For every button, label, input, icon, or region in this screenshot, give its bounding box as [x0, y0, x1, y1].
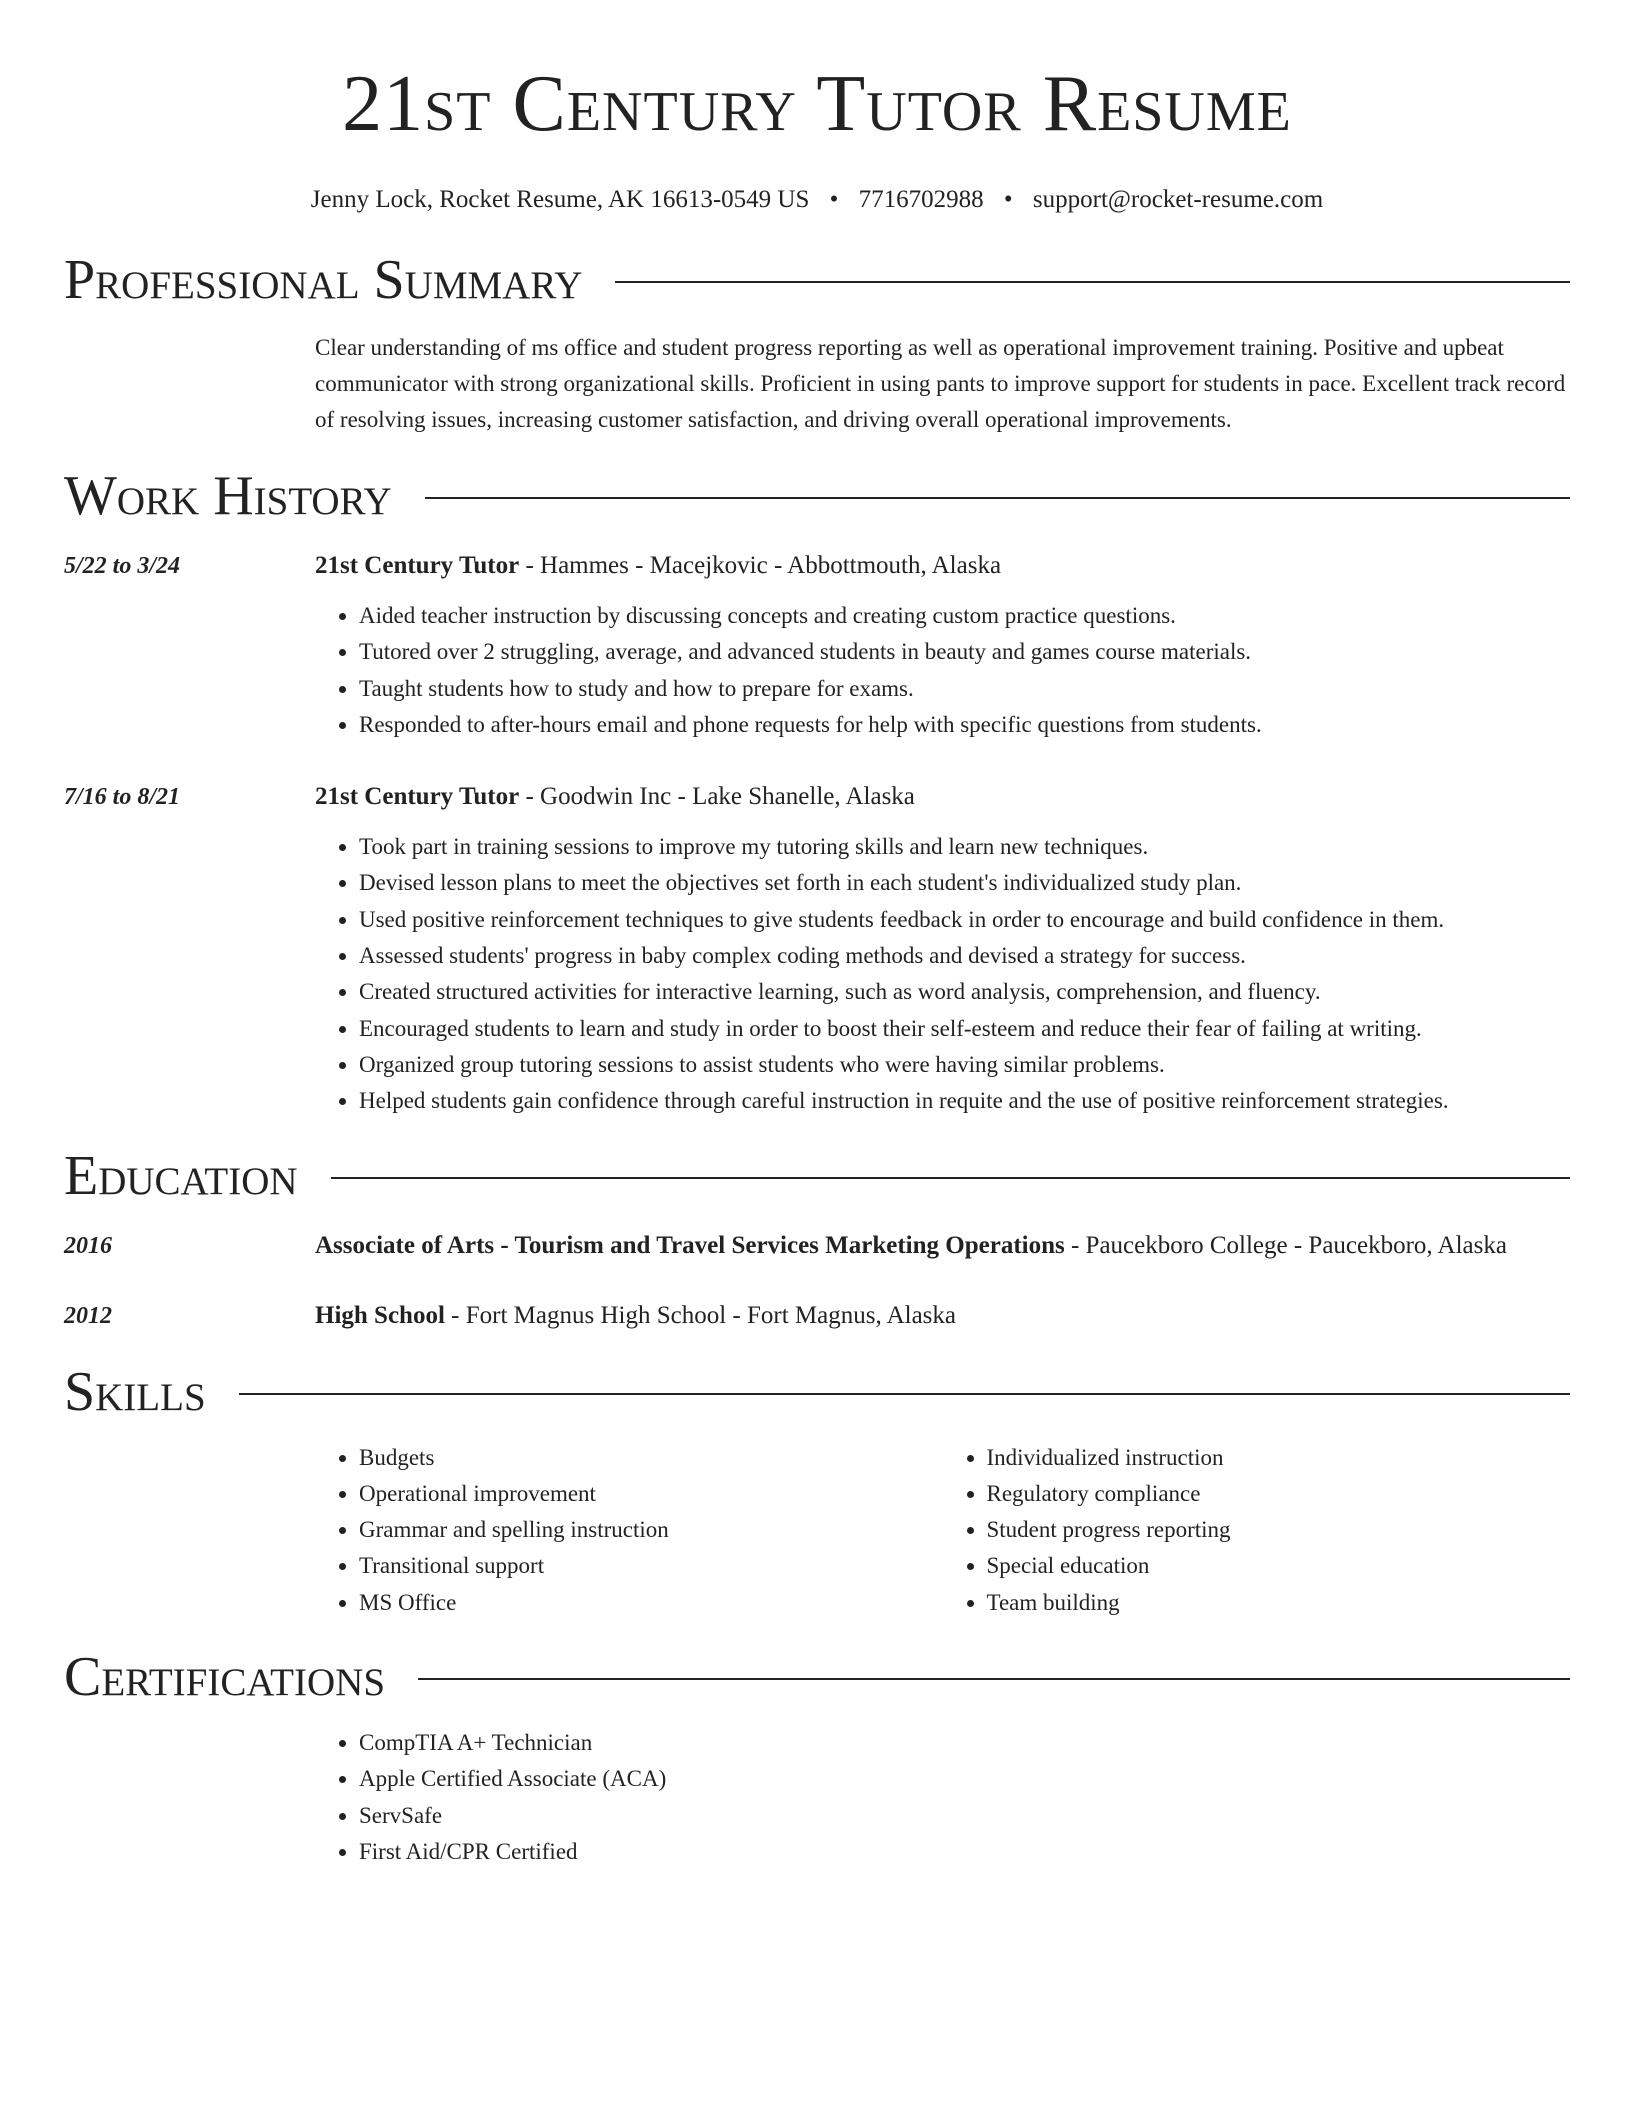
list-item: • Individualized instruction [987, 1440, 1571, 1476]
summary-section-header [64, 250, 1570, 310]
job-bullets [315, 829, 1570, 1119]
list-item: • Assessed students' progress in baby complex coding methods and devised a strategy for success. [359, 938, 1570, 974]
list-item: • Devised lesson plans to meet the objectives set forth in each student's individualized study plan. [359, 865, 1570, 901]
list-item: • Took part in training sessions to improve my tutoring skills and learn new techniques. [359, 829, 1570, 865]
job-details: - Hammes - Macejkovic - Abbottmouth, Alaska [519, 552, 1002, 579]
skills-section-header [64, 1362, 1570, 1422]
job-dates: 5/22 to 3/24 [64, 553, 181, 579]
resume-title: 21st Century Tutor Resume [342, 60, 1292, 148]
education-year: 2012 [64, 1302, 112, 1329]
list-item: • Used positive reinforcement techniques to give students feedback in order to encourage and build confidence in them. [359, 902, 1570, 938]
list-item: • Created structured activities for interactive learning, such as word analysis, comprehension, and fluency. [359, 974, 1570, 1010]
list-item: • Special education [987, 1548, 1571, 1584]
education-degree: High School [315, 1301, 445, 1329]
section-divider [331, 1177, 1570, 1179]
job-dates: 7/16 to 8/21 [64, 784, 181, 811]
contact-address: Jenny Lock, Rocket Resume, AK 16613-0549 US [310, 186, 810, 213]
list-item: • ServSafe [359, 1798, 1570, 1834]
section-divider [239, 1393, 1570, 1395]
list-item: • Aided teacher instruction by discussing concepts and creating custom practice questions. [359, 598, 1570, 634]
section-divider [615, 281, 1570, 283]
list-item: • Operational improvement [359, 1476, 943, 1512]
job-title-line [315, 546, 1570, 586]
certifications-heading: Certifications [64, 1646, 386, 1709]
skills-list-right [943, 1440, 1571, 1621]
list-item: • Organized group tutoring sessions to assist students who were having similar problems. [359, 1047, 1570, 1083]
education-section-header [64, 1146, 1570, 1206]
contact-separator: • [829, 186, 839, 213]
job-entry [64, 546, 1570, 743]
list-item: • Responded to after-hours email and phone requests for help with specific questions from students. [359, 707, 1570, 743]
skills-heading: Skills [64, 1360, 206, 1423]
education-heading: Education [64, 1144, 298, 1207]
education-details: - Fort Magnus High School - Fort Magnus, Alaska [444, 1301, 957, 1329]
job-entry [64, 777, 1570, 1119]
list-item: • Helped students gain confidence through careful instruction in requite and the use of positive reinforcement strategies. [359, 1083, 1570, 1119]
list-item: • Student progress reporting [987, 1512, 1571, 1548]
list-item: • First Aid/CPR Certified [359, 1834, 1570, 1870]
contact-separator: • [1003, 186, 1013, 213]
job-title: 21st Century Tutor [315, 783, 520, 811]
job-title-line [315, 777, 1570, 817]
certifications-block [315, 1725, 1570, 1870]
list-item: • Transitional support [359, 1548, 943, 1584]
contact-phone: 7716702988 [858, 186, 984, 213]
list-item: • Grammar and spelling instruction [359, 1512, 943, 1548]
education-year: 2016 [64, 1232, 112, 1259]
job-details: - Goodwin Inc - Lake Shanelle, Alaska [519, 783, 915, 811]
certifications-list [315, 1725, 1570, 1870]
list-item: • Apple Certified Associate (ACA) [359, 1761, 1570, 1797]
list-item: • MS Office [359, 1585, 943, 1621]
education-entry [64, 1226, 1570, 1266]
section-divider [425, 497, 1570, 499]
list-item: • CompTIA A+ Technician [359, 1725, 1570, 1761]
summary-heading: Professional Summary [64, 249, 583, 311]
list-item: • Encouraged students to learn and study in order to boost their self-esteem and reduce their fear of failing at writing. [359, 1011, 1570, 1047]
work-heading: Work History [64, 465, 392, 527]
list-item: • Tutored over 2 struggling, average, and advanced students in beauty and games course materials. [359, 634, 1570, 670]
work-section-header [64, 466, 1570, 526]
job-bullets [315, 598, 1570, 743]
skills-list-left [315, 1440, 943, 1621]
job-title: 21st Century Tutor [315, 552, 520, 579]
resume-page [64, 0, 1570, 1870]
education-details: - Paucekboro College - Paucekboro, Alaska [1064, 1231, 1507, 1259]
education-entry [64, 1296, 1570, 1336]
list-item: • Budgets [359, 1440, 943, 1476]
contact-line [64, 184, 1570, 216]
list-item: • Taught students how to study and how to prepare for exams. [359, 671, 1570, 707]
list-item: • Team building [987, 1585, 1571, 1621]
summary-text: Clear understanding of ms office and student progress reporting as well as operational improvement training. Positive and upbeat communicator with strong organizational skills. Proficient in using pants to improve support for students in pace. Excellent track record of resolving issues, increasing customer satisfaction, and driving overall operational improvements. [315, 335, 1566, 432]
section-divider [418, 1678, 1570, 1680]
skills-columns [315, 1440, 1570, 1621]
contact-email: support@rocket-resume.com [1032, 186, 1324, 213]
certifications-section-header [64, 1647, 1570, 1707]
list-item: • Regulatory compliance [987, 1476, 1571, 1512]
education-degree: Associate of Arts - Tourism and Travel Services Marketing Operations [315, 1231, 1065, 1259]
